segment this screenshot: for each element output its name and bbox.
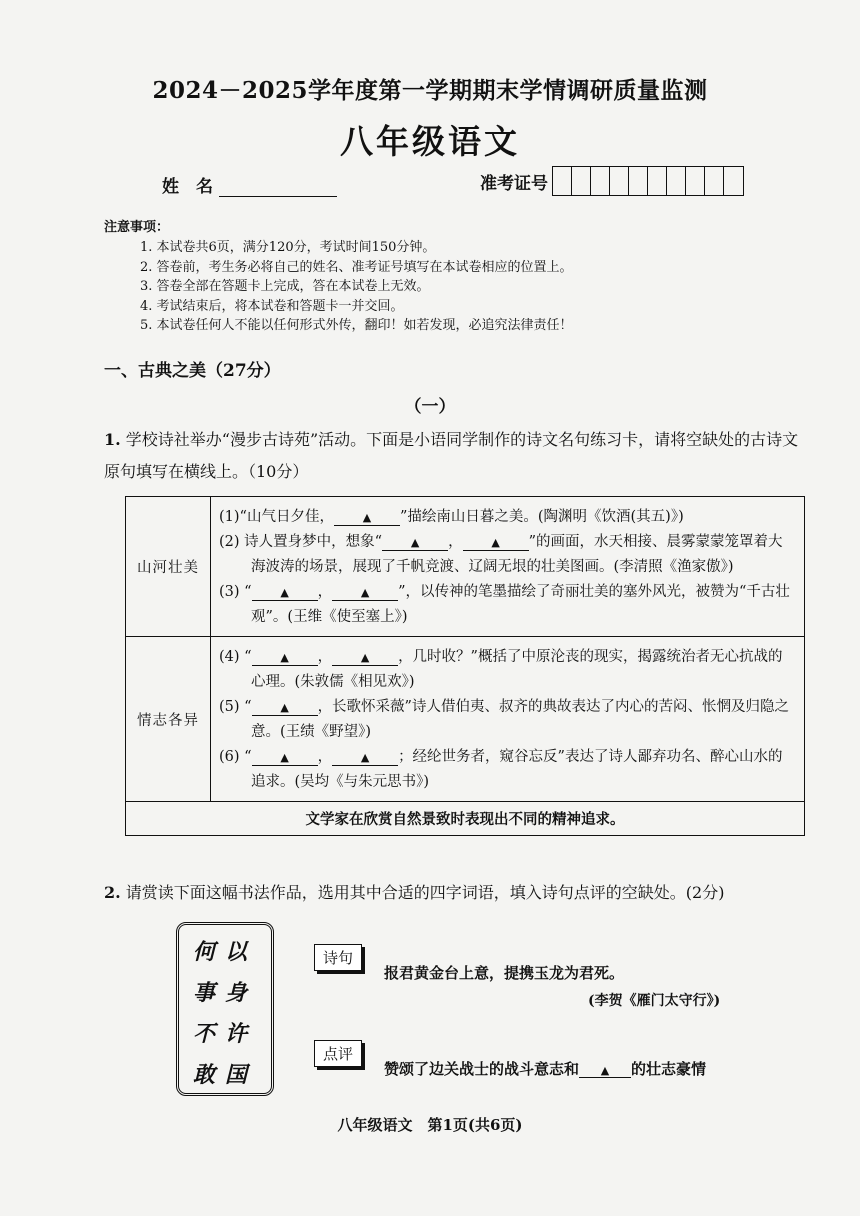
question-text: 请赏读下面这幅书法作品，选用其中合适的四字词语，填入诗句点评的空缺处。(2分) xyxy=(125,883,725,902)
notice-item: 2. 答卷前，考生务必将自己的姓名、准考证号填写在本试卷相应的位置上。 xyxy=(140,259,573,275)
page-footer: 八年级语文 第1页(共6页) xyxy=(337,1116,523,1134)
question-1 xyxy=(104,424,814,488)
answer-blank[interactable]: ▲ xyxy=(579,1061,631,1078)
part-heading: （一） xyxy=(404,397,456,417)
question-text: 学校诗社举办“漫步古诗苑”活动。下面是小语同学制作的诗文名句练习卡，请将空缺处的古诗文原句填写在横线上。（10分） xyxy=(104,430,799,481)
verse-tag: 诗句 xyxy=(314,944,362,971)
answer-blank[interactable]: ▲ xyxy=(332,649,398,666)
section-heading: 一、古典之美（27分） xyxy=(104,361,281,381)
exam-id-field xyxy=(480,166,744,196)
name-line xyxy=(219,180,337,197)
answer-blank[interactable]: ▲ xyxy=(463,534,529,551)
answer-blank[interactable]: ▲ xyxy=(334,509,400,526)
name-field xyxy=(162,172,337,197)
exam-id-boxes xyxy=(552,166,744,196)
calligraphy-column: 何 事 不 敢 xyxy=(193,939,216,1088)
subject-title: 八年级语文 xyxy=(340,122,520,161)
notice-block xyxy=(104,216,573,336)
answer-blank[interactable]: ▲ xyxy=(252,584,318,601)
item-4: (4) “ ▲ ， ▲ ，几时收？”概括了中原沦丧的现实，揭露统治者无心抗战的心理。(朱敦儒《相见欢》) xyxy=(219,649,783,690)
verse-source: (李贺《雁门太守行》) xyxy=(588,993,721,1009)
answer-blank[interactable]: ▲ xyxy=(382,534,448,551)
answer-blank[interactable]: ▲ xyxy=(252,649,318,666)
answer-blank[interactable]: ▲ xyxy=(252,699,318,716)
comment-tag: 点评 xyxy=(314,1040,362,1067)
answer-blank[interactable]: ▲ xyxy=(332,584,398,601)
item-5: (5) “ ▲ ，长歌怀采薇”诗人借伯夷、叔齐的典故表达了内心的苦闷、怅惘及归隐之意。(王绩《野望》) xyxy=(219,699,789,740)
comment-text: 赞颂了边关战士的战斗意志和 ▲ 的壮志豪情 xyxy=(384,1060,707,1078)
verse-text: 报君黄金台上意，提携玉龙为君死。 xyxy=(384,964,625,982)
items-landscape xyxy=(211,497,805,637)
exam-id-label: 准考证号 xyxy=(480,173,548,194)
notice-item: 4. 考试结束后，将本试卷和答题卡一并交回。 xyxy=(140,298,404,314)
item-6: (6) “ ▲ ， ▲ ；经纶世务者，窥谷忘反”表达了诗人鄙弃功名、醉心山水的追求。(吴均《与朱元思书》) xyxy=(219,749,783,790)
answer-blank[interactable]: ▲ xyxy=(252,749,318,766)
items-emotion xyxy=(211,637,805,802)
exam-title: 2024－2025学年度第一学期期末学情调研质量监测 xyxy=(152,77,708,104)
notice-title: 注意事项： xyxy=(104,220,170,235)
notice-item: 1. 本试卷共6页，满分120分，考试时间150分钟。 xyxy=(140,240,436,255)
item-2: (2) 诗人置身梦中，想象“ ▲ ， ▲ ”的画面，水天相接、晨雾蒙蒙笼罩着大海波涛的场景，展现了千帆竞渡、辽阔无垠的壮美图画。(李清照《渔家傲》) xyxy=(219,534,783,575)
question-2 xyxy=(104,880,824,903)
answer-blank[interactable]: ▲ xyxy=(332,749,398,766)
notice-item: 5. 本试卷任何人不能以任何形式外传，翻印！如若发现，必追究法律责任！ xyxy=(140,318,573,333)
table-footer: 文学家在欣赏自然景致时表现出不同的精神追求。 xyxy=(126,802,805,836)
name-label: 姓 名 xyxy=(162,177,213,197)
item-3: (3) “ ▲ ， ▲ ”，以传神的笔墨描绘了奇丽壮美的塞外风光，被赞为“千古壮观”。(王维《使至塞上》) xyxy=(219,584,790,625)
item-1: (1)“山气日夕佳， ▲ ”描绘南山日暮之美。(陶渊明《饮酒(其五)》) xyxy=(219,509,684,525)
notice-item: 3. 答卷全部在答题卡上完成，答在本试卷上无效。 xyxy=(140,279,430,294)
category-landscape: 山河壮美 xyxy=(126,497,211,637)
calligraphy-column: 以 身 许 国 xyxy=(225,939,248,1088)
category-emotion: 情志各异 xyxy=(126,637,211,802)
question-number: 2. xyxy=(104,883,121,902)
question-number: 1. xyxy=(104,430,121,449)
poem-table xyxy=(125,496,805,836)
calligraphy-artwork xyxy=(176,922,274,1096)
